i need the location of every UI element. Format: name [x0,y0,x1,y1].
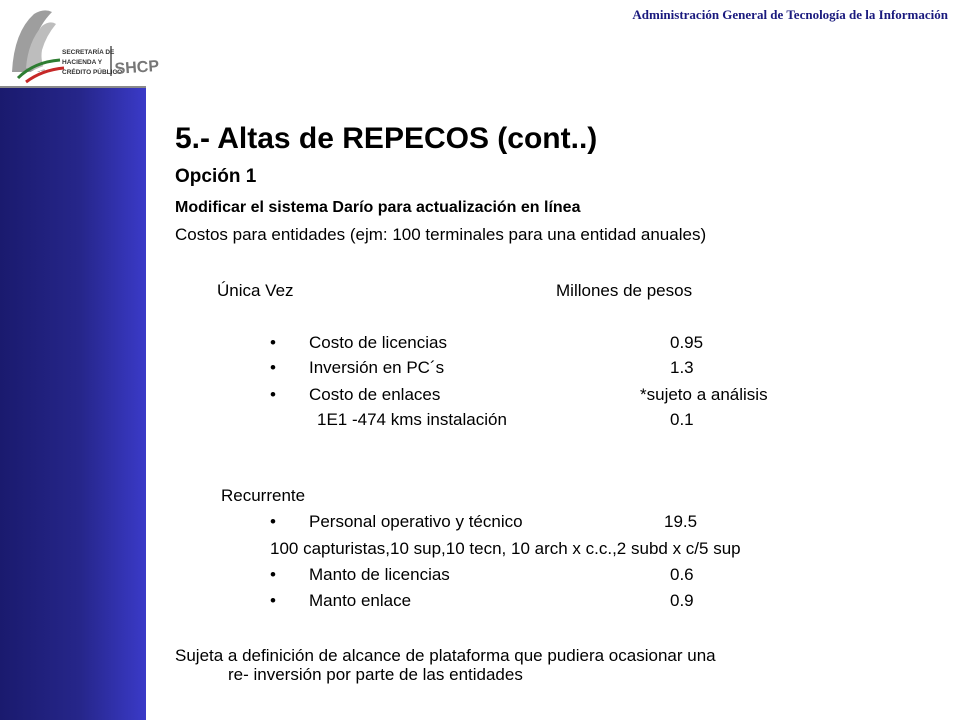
install-value: 0.1 [670,410,694,429]
list-item-value: 0.6 [670,565,694,584]
bullet-icon: • [270,591,276,610]
bullet-icon: • [270,512,276,531]
install-label: 1E1 -474 kms instalación [317,410,507,429]
list-item-value: 19.5 [664,512,698,531]
bullet-icon: • [270,385,276,404]
list-item-label: Inversión en PC´s [309,358,445,377]
slide-subtitle: Opción 1 [175,166,257,187]
list-item-value: 0.95 [670,333,704,352]
shcp-logo [4,2,160,84]
list-item-value: 1.3 [670,358,694,377]
bullet-icon: • [270,333,276,352]
list-item-label: Personal operativo y técnico [309,512,523,531]
list-item-value: 0.9 [670,591,694,610]
footer-note-line2: re- inversión por parte de las entidades [228,665,523,684]
logo-line1: SECRETARÍA DE [62,49,115,56]
list-item-label: Costo de licencias [309,333,447,352]
logo-acronym: SHCP [114,57,160,78]
staff-note: 100 capturistas,10 sup,10 tecn, 10 arch x c.c.,2 subd x c/5 sup [270,539,741,558]
header-divider [0,86,146,88]
slide-heading: Modificar el sistema Darío para actualización en línea [175,199,581,216]
bullet-icon: • [270,565,276,584]
left-sidebar-band [0,88,146,720]
unit-label: Millones de pesos [556,281,693,300]
agency-name: Administración General de Tecnología de la Información [632,7,948,22]
intro-text: Costos para entidades (ejm: 100 terminales para una entidad anuales) [175,225,707,244]
logo-line2: HACIENDA Y [62,59,103,66]
list-item-label: Manto enlace [309,591,412,610]
section-once-label: Única Vez [217,281,294,300]
bullet-icon: • [270,358,276,377]
list-item-label: Manto de licencias [309,565,450,584]
logo-line3: CRÉDITO PÚBLICO [62,69,123,76]
list-item-value: *sujeto a análisis [640,385,768,404]
eagle-emblem-icon [4,2,160,84]
list-item-label: Costo de enlaces [309,385,441,404]
section-recurring-label: Recurrente [221,486,306,505]
footer-note-line1: Sujeta a definición de alcance de plataforma que pudiera ocasionar una [175,646,716,665]
slide-title: 5.- Altas de REPECOS (cont..) [175,122,598,155]
